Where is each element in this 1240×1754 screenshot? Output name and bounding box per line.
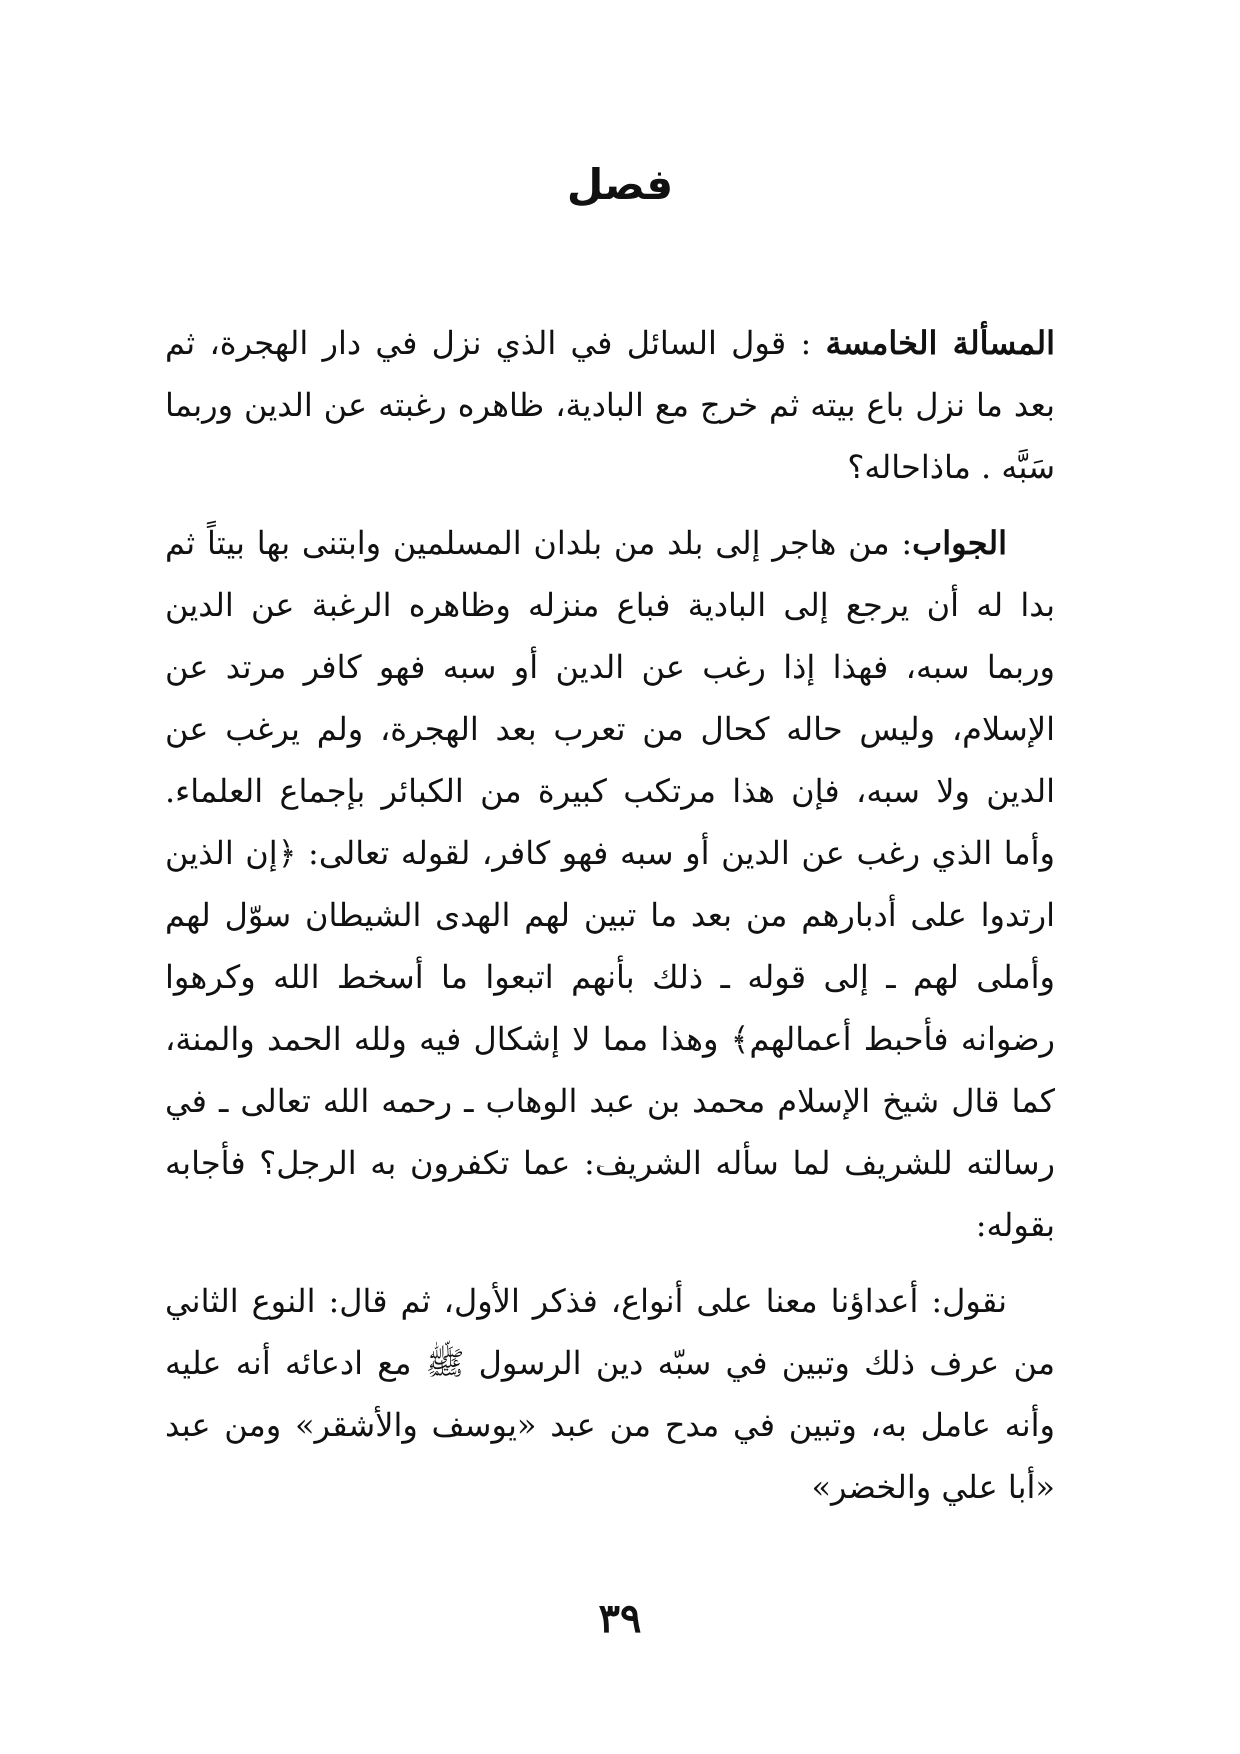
page-number: ٣٩ bbox=[598, 1595, 642, 1642]
question-text: : قول السائل في الذي نزل في دار الهجرة، ثم بعد ما نزل باع بيته ثم خرج مع البادية، ظاهره رغبته عن الدين وربما سَبَّه . ماذاحاله؟ bbox=[165, 324, 1055, 486]
question-paragraph bbox=[165, 312, 1055, 498]
page-heading: فصل bbox=[566, 160, 674, 209]
quote-text: نقول: أعداؤنا معنا على أنواع، فذكر الأول، ثم قال: النوع الثاني من عرف ذلك وتبين في سبّه دين الرسول ﷺ مع ادعائه أنه عليه وأنه عامل به، وتبين في مدح من عبد «يوسف والأشقر» ومن عبد «أبا علي والخضر» bbox=[165, 1282, 1055, 1506]
scan-speck bbox=[598, 1162, 604, 1167]
quote-paragraph bbox=[165, 1270, 1055, 1518]
answer-text: : من هاجر إلى بلد من بلدان المسلمين وابتنى بها بيتاً ثم بدا له أن يرجع إلى البادية فباع منزله وظاهره الرغبة عن الدين وربما سبه، فهذا إذا رغب عن الدين أو سبه فهو كافر مرتد عن الإسلام، وليس حاله كحال من تعرب بعد الهجرة، ولم يرغب عن الدين ولا سبه، فإن هذا مرتكب كبيرة من الكبائر بإجماع العلماء. وأما الذي رغب عن الدين أو سبه فهو كافر، لقوله تعالى: ﴿إن الذين ارتدوا على أدبارهم من بعد ما تبين لهم الهدى الشيطان سوّل لهم وأملى لهم ـ إلى قوله ـ ذلك بأنهم اتبعوا ما أسخط الله وكرهوا رضوانه فأحبط أعمالهم﴾ وهذا مما لا إشكال فيه ولله الحمد والمنة، كما قال شيخ الإسلام محمد بن عبد الوهاب ـ رحمه الله تعالى ـ في رسالته للشريف لما سأله الشريف: عما تكفرون به الرجل؟ فأجابه بقوله: bbox=[165, 524, 1056, 1244]
body-text bbox=[165, 312, 1055, 1532]
answer-paragraph bbox=[165, 512, 1055, 1256]
answer-label: الجواب bbox=[912, 524, 1007, 562]
question-label: المسألة الخامسة bbox=[825, 324, 1056, 362]
